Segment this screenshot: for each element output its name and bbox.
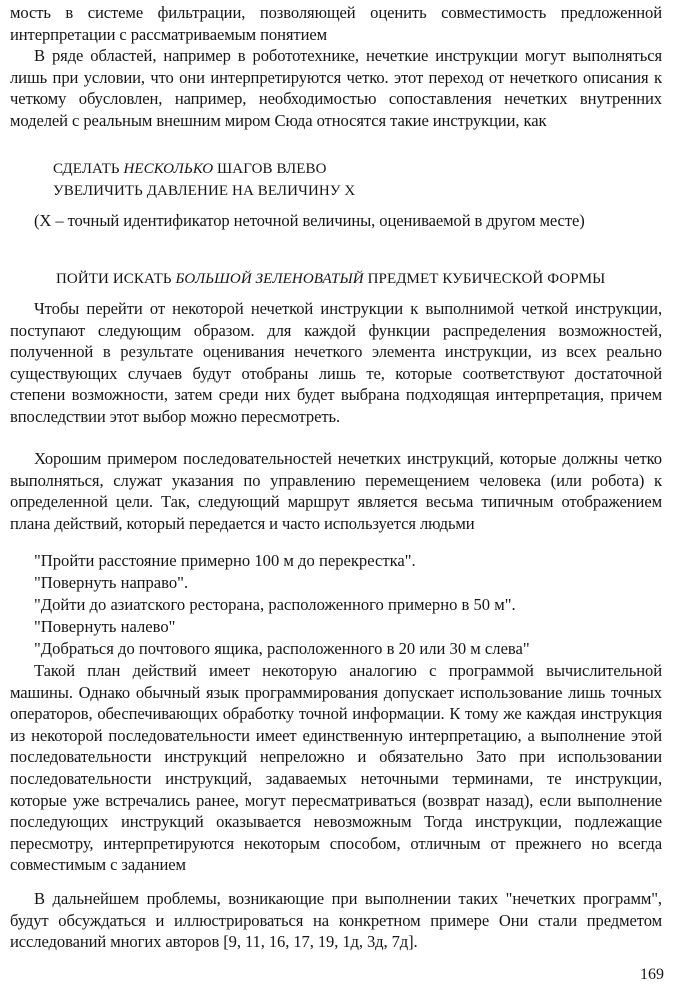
paragraph-text: Такой план действий имеет некоторую аналогию с программой вычислительной машины. Однако обычный язык программирования допускает использование лишь точных операторов, обеспечивающих обработку точной информации. К тому же каждая инструкция из некоторой последовательности имеет единственную интерпретацию, а выполнение этой последовательности инструкций непреложно и обязательно Зато при использовании последовательности инструкций, задаваемых неточными терминами, те инструкции, которые уже встречались ранее, могут пересматриваться (возврат назад), если выполнение последующих инструкций оказывается невозможным Тогда инструкции, подлежащие пересмотру, интерпретируются некоторым способом, отличным от прежнего но всегда совместимым с заданием	[10, 661, 662, 875]
example-instruction-2: УВЕЛИЧИТЬ ДАВЛЕНИЕ НА ВЕЛИЧИНУ Х	[53, 183, 356, 199]
paragraph-text: В дальнейшем проблемы, возникающие при выполнении таких "нечетких программ", будут обсуждаться и иллюстрироваться на конкретном примере Они стали предметом исследований многих авторов [9, 11, 16, 17, 19, 1д, 3д, 7д].	[10, 889, 662, 952]
paragraph-analogy	[10, 660, 662, 876]
emphasis: БОЛЬШОЙ ЗЕЛЕНОВАТЫЙ	[175, 271, 364, 287]
page-number: 169	[640, 966, 664, 983]
example-instruction-3: ПОЙТИ ИСКАТЬ БОЛЬШОЙ ЗЕЛЕНОВАТЫЙ ПРЕДМЕТ КУБИЧЕСКОЙ ФОРМЫ	[56, 271, 606, 287]
paragraph-text: (Х – точный идентификатор неточной величины, оцениваемой в другом месте)	[34, 211, 585, 230]
route-step-4: "Повернуть налево"	[34, 617, 176, 636]
paragraph-note	[10, 210, 662, 232]
example-instruction-1: СДЕЛАТЬ НЕСКОЛЬКО ШАГОВ ВЛЕВО	[53, 161, 327, 177]
paragraph-example	[10, 448, 662, 534]
paragraph-continuation	[10, 2, 662, 45]
route-step-1: "Пройти расстояние примерно 100 м до перекрестка".	[34, 551, 416, 570]
paragraph-text: Хорошим примером последовательностей нечетких инструкций, которые должны четко выполняться, служат указания по управлению перемещением человека (или робота) к определенной цели. Так, следующий маршрут является весьма типичным отображением плана действий, который передается и часто используется людьми	[10, 449, 662, 533]
paragraph-robotics	[10, 45, 662, 131]
paragraph-text: мость в системе фильтрации, позволяющей оценить совместимость предложенной интерпретации с рассматриваемым понятием	[10, 3, 662, 44]
paragraph-conclusion	[10, 888, 662, 953]
paragraph-text: В ряде областей, например в робототехнике, нечеткие инструкции могут выполняться лишь при условии, что они интерпретируются четко. этот переход от нечеткого описания к четкому обусловлен, например, необходимостью сопоставления нечетких внутренних моделей с реальным внешним миром Сюда относятся такие инструкции, как	[10, 46, 662, 130]
paragraph-text: Чтобы перейти от некоторой нечеткой инструкции к выполнимой четкой инструкции, поступают следующим образом. для каждой функции распределения возможностей, полученной в результате оценивания нечеткого элемента инструкции, из всех реально существующих случаев будут отобраны лишь те, которые соответствуют достаточной степени возможности, затем среди них будет выбрана подходящая интерпретация, причем впоследствии этот выбор можно пересмотреть.	[10, 299, 662, 426]
route-step-3: "Дойти до азиатского ресторана, расположенного примерно в 50 м".	[34, 595, 516, 614]
route-step-5: "Добраться до почтового ящика, расположенного в 20 или 30 м слева"	[34, 639, 530, 658]
route-step-2: "Повернуть направо".	[34, 573, 189, 592]
paragraph-procedure	[10, 298, 662, 428]
emphasis: НЕСКОЛЬКО	[123, 161, 214, 177]
